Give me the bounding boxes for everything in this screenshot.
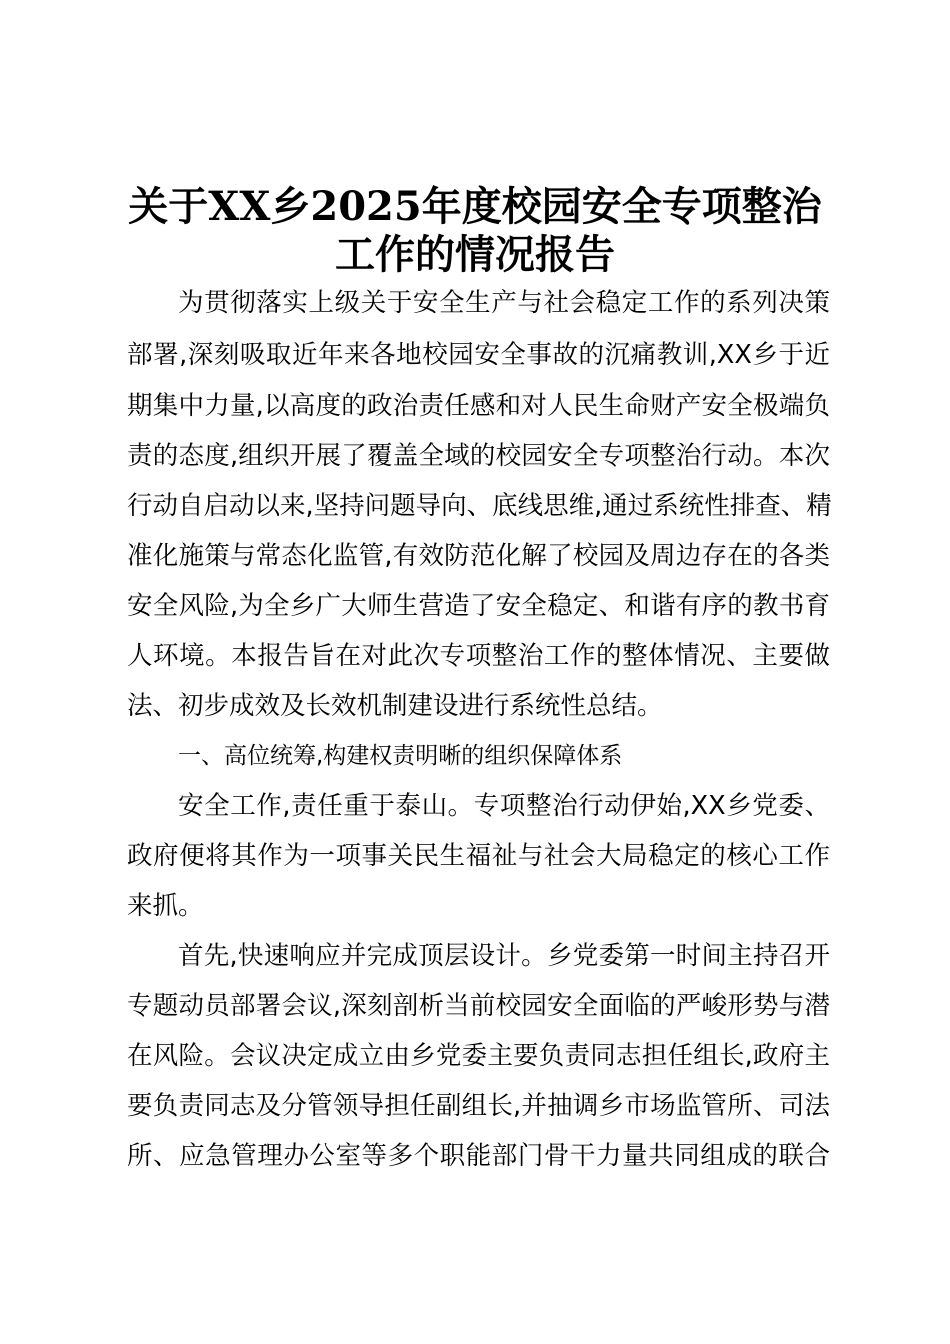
paragraph-3-line-4: 要负责同志及分管领导担任副组长,并抽调乡市场监管所、司法 (127, 1091, 830, 1121)
paragraph-2-line-2: 政府便将其作为一项事关民生福祉与社会大局稳定的核心工作 (127, 841, 830, 871)
paragraph-1-line-3: 期集中力量,以高度的政治责任感和对人民生命财产安全极端负 (127, 391, 830, 421)
paragraph-3-line-3: 在风险。会议决定成立由乡党委主要负责同志担任组长,政府主 (127, 1041, 830, 1071)
paragraph-1-line-2: 部署,深刻吸取近年来各地校园安全事故的沉痛教训,XX乡于近 (127, 340, 830, 370)
paragraph-1-line-4: 责的态度,组织开展了覆盖全域的校园安全专项整治行动。本次 (127, 441, 830, 471)
paragraph-3-line-5: 所、应急管理办公室等多个职能部门骨干力量共同组成的联合 (127, 1141, 830, 1171)
document-title-line-1: 关于XX乡2025年度校园安全专项整治 (128, 183, 822, 230)
paragraph-1-line-5: 行动自启动以来,坚持问题导向、底线思维,通过系统性排查、精 (127, 491, 832, 521)
paragraph-2-line-1: 安全工作,责任重于泰山。专项整治行动伊始,XX乡党委、 (178, 791, 830, 821)
section-1-heading: 一、高位统筹,构建权责明晰的组织保障体系 (178, 743, 623, 769)
paragraph-3-line-2: 专题动员部署会议,深刻剖析当前校园安全面临的严峻形势与潜 (127, 991, 830, 1021)
paragraph-1-line-6: 准化施策与常态化监管,有效防范化解了校园及周边存在的各类 (127, 541, 830, 571)
paragraph-2-line-3: 来抓。 (127, 891, 204, 921)
paragraph-1-line-7: 安全风险,为全乡广大师生营造了安全稳定、和谐有序的教书育 (127, 591, 830, 621)
document-title-line-2: 工作的情况报告 (335, 231, 615, 278)
paragraph-1-line-9: 法、初步成效及长效机制建设进行系统性总结。 (127, 691, 663, 721)
paragraph-1-line-8: 人环境。本报告旨在对此次专项整治工作的整体情况、主要做 (127, 641, 830, 671)
paragraph-1-line-1: 为贯彻落实上级关于安全生产与社会稳定工作的系列决策 (178, 288, 830, 318)
paragraph-3-line-1: 首先,快速响应并完成顶层设计。乡党委第一时间主持召开 (178, 941, 830, 971)
